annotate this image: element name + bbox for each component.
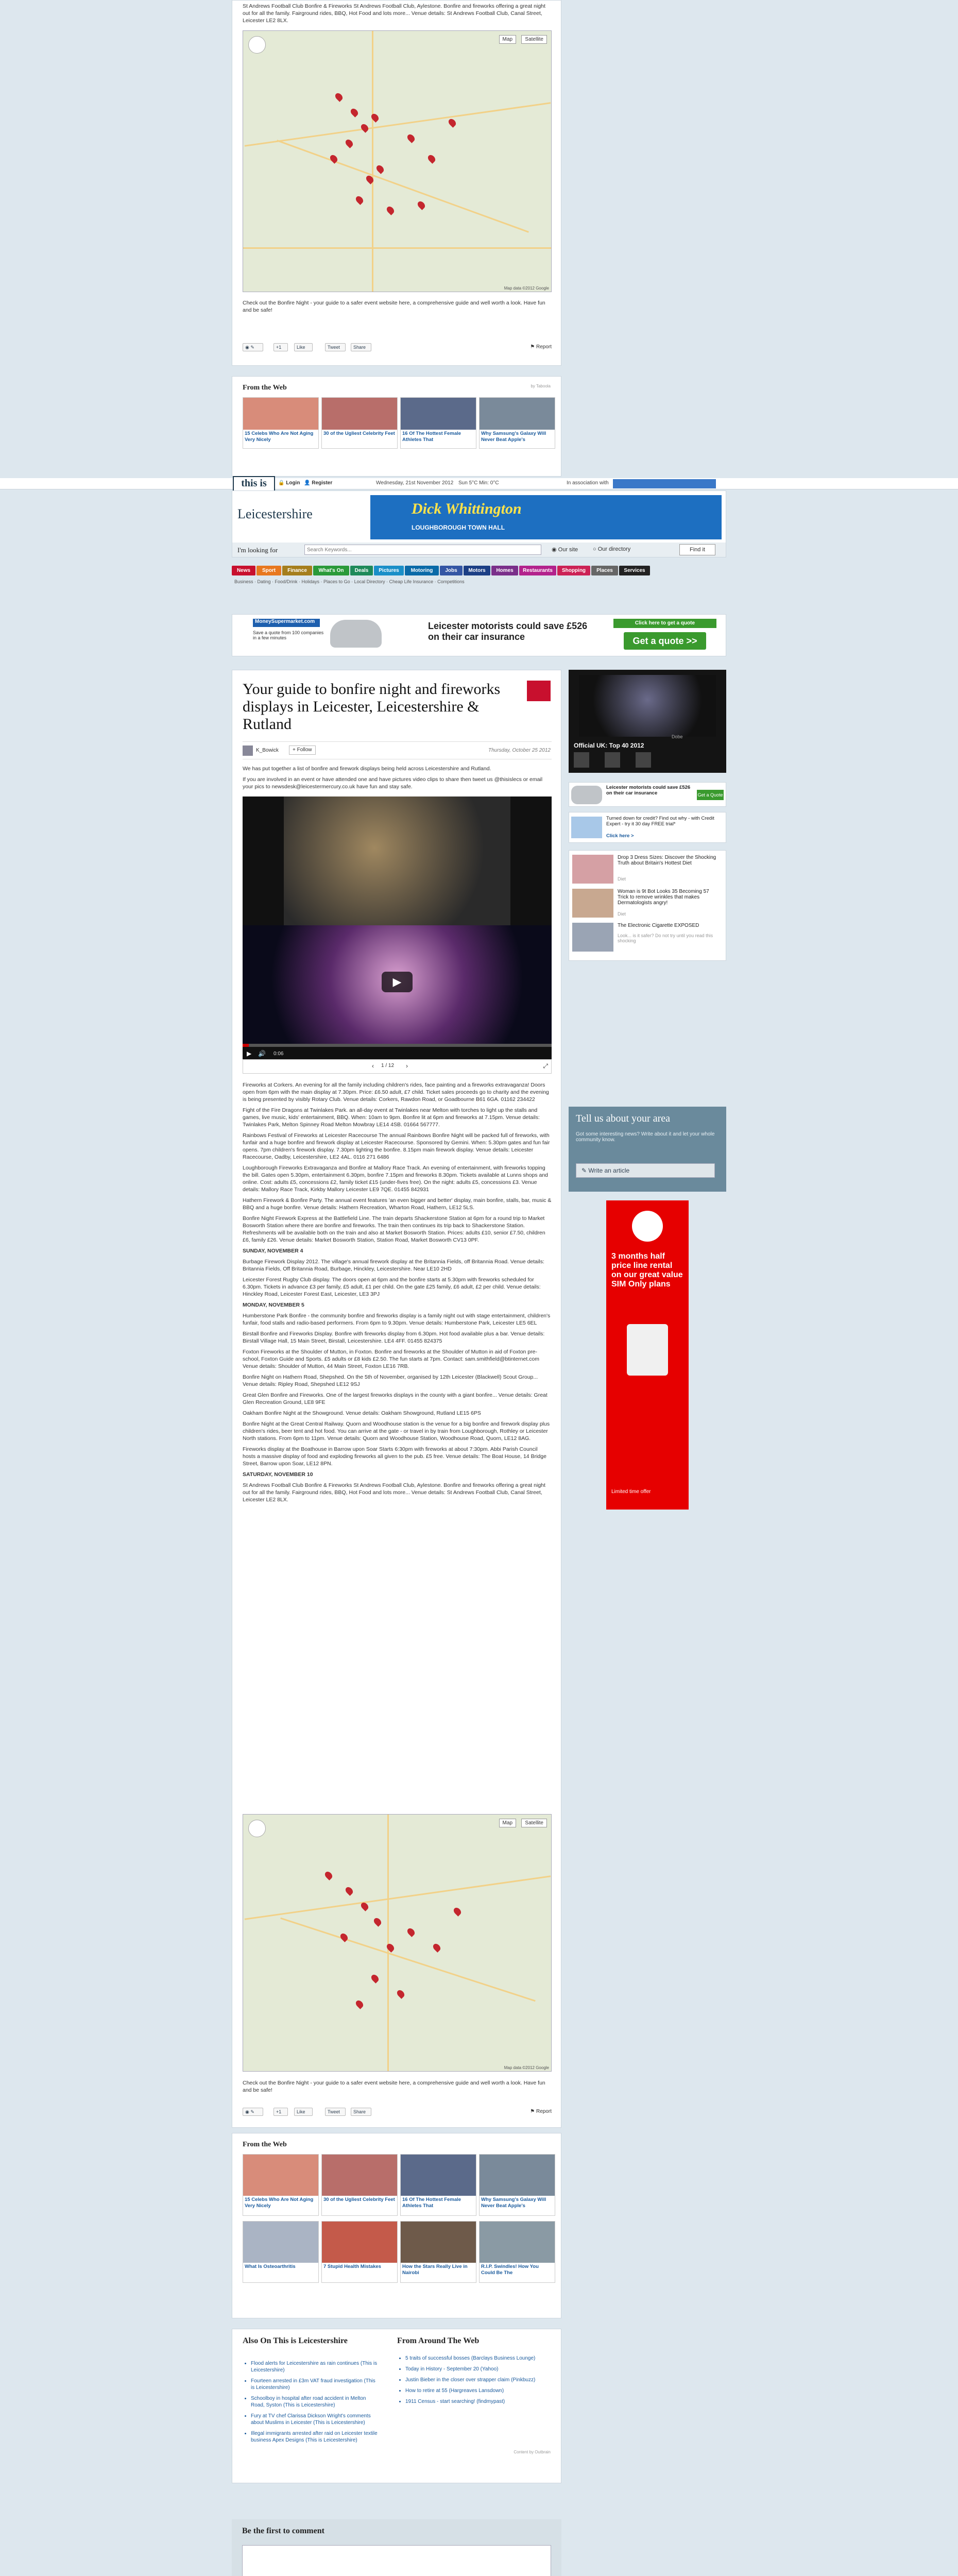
also-on-list (251, 2360, 380, 2448)
map-attribution: Map data ©2012 Google (504, 2065, 549, 2070)
map-marker[interactable] (426, 154, 437, 164)
nav-tab[interactable]: Sport (256, 566, 281, 575)
write-article-button[interactable]: ✎ Write an article (576, 1163, 715, 1178)
nav-tab[interactable]: Services (619, 566, 650, 575)
author-name[interactable]: K_Bowick (256, 748, 279, 753)
site-logo[interactable]: this is (233, 476, 275, 492)
article-para: Fireworks display at the Boathouse in Barrow upon Soar Starts 6:30pm with fireworks at about 7:30pm. Abbi Parish Council hosts a massive display of food and exploding fireworks all given to the pub. £5 free. Venue details: The Boat House, 14 Bridge Street, Barrow upon Soar, LE12 8PN. (243, 1446, 546, 1467)
report-link[interactable] (530, 2109, 552, 2114)
article-para: Hathern Firework & Bonfire Party. The annual event features 'an even bigger and better' display, main bonfire, stalls, bar, music & BBQ and a huge bonfire. Venue details: Hathern Recreation, Wharton Road, Hathern, LE12 5LS. (243, 1197, 552, 1211)
map-marker[interactable] (372, 1917, 383, 1927)
find-button[interactable]: Find it (679, 544, 715, 555)
gallery-player[interactable] (243, 796, 552, 1074)
newspaper-logo (527, 681, 551, 701)
flag-icon: ⚑ (530, 2109, 536, 2114)
video-play-button[interactable]: ▶ (247, 1050, 252, 1057)
article-para: Birstall Bonfire and Fireworks Display. Bonfire with fireworks display from 6.30pm. Hot food available plus a bar. Venue details: Birstall Village Hall, 15 Main Street, Birstall, Leicestershire. LE4 4FF. 01455 824375 (243, 1331, 545, 1344)
web-thumb[interactable]: 15 Celebs Who Are Not Aging Very Nicely (243, 397, 319, 449)
side-link[interactable]: Woman is 9t Bot Looks 35 Becoming 57 Trick to remove wrinkles that makes Dermatologists angry! (618, 889, 709, 906)
credit-image (571, 817, 602, 838)
article-para: Leicester Forest Rugby Club display. The doors open at 6pm and the bonfire starts at 5.30pm with fireworks scheduled for 6.30pm. Tickets in advance £3 per family, £5 adult, £1 per child. On the gate £25 family, £6 adult, £2 per child. Venue details: Hinckley Road, Leicester Forest East, Leicester, LE3 3PJ (243, 1277, 541, 1297)
nav-tab[interactable]: Jobs (440, 566, 463, 575)
volume-icon[interactable]: 🔊 (258, 1050, 266, 1057)
map-marker[interactable] (406, 1927, 416, 1937)
ad-thumb[interactable] (636, 752, 651, 768)
gallery-nav (243, 1059, 552, 1074)
share-bar (243, 343, 552, 353)
map-pan-control[interactable] (248, 36, 266, 54)
article-para: Bonfire Night on Hathern Road, Shepshed. On the 5th of November, organised by 12th Leicester (Blackwell) Scout Group... Venue details: Ripley Road, Shepshed LE12 9SJ (243, 1374, 538, 1387)
article-para: Bonfire Night at the Great Central Railway. Quorn and Woodhouse station is the venue for a big bonfire and firework display plus children's rides, beer tent and hot food. You can arrive at the gate - or travel in by train from Loughborough, Rothley or Leicester North stations. From 6pm to 11pm. Venue details: Quorn and Woodhouse Station, Woodhouse Road, Quorn, LE12 8AG. (243, 1421, 550, 1442)
voda-ad-text: 3 months half price line rental on our great value SIM Only plans (611, 1252, 683, 1289)
from-web-title: From the Web (243, 384, 287, 392)
web-thumb[interactable]: 30 of the Ugliest Celebrity Feet (321, 2154, 398, 2216)
user-icon: 👤 (304, 480, 312, 486)
search-site-radio[interactable]: ◉ Our site (552, 547, 578, 553)
side-ad-link[interactable]: Click here > (606, 833, 634, 839)
map-marker[interactable] (370, 1973, 380, 1984)
web-thumb[interactable]: R.I.P. Swindles! How You Could Be The (479, 2221, 555, 2283)
related-link[interactable]: • Justin Bieber in the closer over strapper claim (Pinkbuzz) (405, 2377, 544, 2383)
facebook-like-button[interactable]: Like (294, 2108, 313, 2116)
sim-card-image (627, 1324, 668, 1376)
music-ad-video (579, 675, 716, 737)
weather: Sun 5°C Min: 0°C (458, 480, 499, 486)
article-para: Burbage Firework Display 2012. The village's annual firework display at the Britannia Fields, off Britannia Road. Venue details: Britannia Fields, Off Britannia Road, Burbage, Hinckley, Leicestershire. Near LE10 2HD (243, 1259, 544, 1272)
web-thumb[interactable]: How the Stars Really Live in Nairobi (400, 2221, 476, 2283)
related-link[interactable]: • Fourteen arrested in £3m VAT fraud investigation (This is Leicestershire) (251, 2378, 380, 2391)
site-name[interactable]: Leicestershire (237, 506, 313, 521)
promo-small: Save a quote from 100 companies in a few minutes (253, 630, 324, 640)
ad-thumb[interactable] (574, 752, 589, 768)
map-view[interactable] (243, 30, 552, 292)
tell-us-title: Tell us about your area (576, 1113, 670, 1124)
report-link[interactable] (530, 344, 552, 350)
web-thumb[interactable]: 15 Celebs Who Are Not Aging Very Nicely (243, 2154, 319, 2216)
satellite-button[interactable]: Satellite (521, 35, 547, 44)
ad-label: Dobe (672, 734, 683, 739)
satellite-button[interactable]: Satellite (521, 1819, 547, 1827)
sub-nav[interactable]: Business · Dating · Food/Drink · Holidays · Places to Go · Local Directory · Cheap Life Insurance · Competitions (234, 579, 465, 584)
login-link[interactable]: 🔒 Login (278, 480, 300, 486)
map-marker[interactable] (416, 200, 426, 210)
article-para: Fireworks at Corkers. An evening for all the family including children's rides, face painting and a fireworks extravaganza! Doors open from 6pm with the main display at 7.30pm. Price: £6.50 adult, £7 child. Ticket sales proceeds go to charity and the evening is being presented by visibly Rotary Club. Venue details: Corkers, Rawdon Road, or Goadbourne B61 6GA. 01162 234422 (243, 1082, 549, 1103)
side-link[interactable]: Drop 3 Dress Sizes: Discover the Shocking Truth about Britain's Hottest Diet (618, 855, 716, 866)
recommend-button[interactable]: ◉ ✎ (243, 2108, 263, 2116)
map-marker[interactable] (354, 1999, 365, 2009)
share-bar (243, 2108, 552, 2118)
map-type-button[interactable]: Map (499, 35, 516, 44)
report-label: Report (536, 2109, 552, 2114)
intro-para: If you are involved in an event or have attended one and have pictures video clips to share then tweet us @thisislecs or email your pics to newsdesk@leicestermercury.co.uk have fun and stay safe. (243, 776, 543, 790)
intro-para: We has put together a list of bonfire and firework displays being held across Leicestershire and Rutland. (243, 766, 491, 772)
map-marker[interactable] (432, 1942, 442, 1953)
web-thumb[interactable]: Why Samsung's Galaxy Will Never Beat Apple's (479, 397, 555, 449)
plusone-button[interactable]: +1 (273, 2108, 288, 2116)
around-web-list (405, 2355, 544, 2409)
map-marker[interactable] (396, 1989, 406, 1999)
article-para: St Andrews Football Club Bonfire & Fireworks St Andrews Football Club, Aylestone. Bonfire and fireworks offering a great night out for all the family. Fairground rides, BBQ, Hot Food and lots more... Venue details: St Andrews Football Club, Canal Street, Leicester LE2 8LX. (243, 1482, 545, 1503)
ad-thumb[interactable] (605, 752, 620, 768)
map-attribution: Map data ©2012 Google (504, 286, 549, 291)
map-marker[interactable] (323, 1870, 334, 1880)
get-quote-button[interactable]: Get a quote >> (624, 632, 706, 650)
plusone-button[interactable]: +1 (273, 343, 288, 351)
day-heading: MONDAY, NOVEMBER 5 (243, 1302, 304, 1308)
side-ad-text: Leicester motorists could save £526 on their car insurance (606, 785, 691, 796)
share-button[interactable]: Share (351, 2108, 371, 2116)
tell-us-box (569, 1107, 726, 1192)
tweet-button[interactable]: Tweet (325, 343, 346, 351)
recommend-button[interactable]: ◉ ✎ (243, 343, 263, 351)
map-marker[interactable] (447, 117, 457, 128)
video-progress[interactable] (243, 1044, 552, 1047)
nav-tab[interactable]: Pictures (374, 566, 404, 575)
side-thumb[interactable] (572, 855, 613, 884)
gallery-image (284, 796, 510, 925)
article-outro: Check out the Bonfire Night - your guide to a safer event website here, a comprehensive guide and well worth a look. Have fun and be safe! (243, 2080, 545, 2093)
web-thumb[interactable]: 16 Of The Hottest Female Athletes That (400, 2154, 476, 2216)
also-on-title: Also On This is Leicestershire (243, 2336, 348, 2345)
side-thumb[interactable] (572, 923, 613, 952)
related-link[interactable]: • How to retire at 55 (Hargreaves Lansdown) (405, 2387, 544, 2394)
plus-icon: + (293, 747, 297, 753)
current-date: Wednesday, 21st November 2012 (376, 480, 454, 486)
side-source: Diet (618, 911, 626, 917)
nav-tab[interactable]: Finance (282, 566, 312, 575)
vodafone-logo (632, 1211, 663, 1242)
car-image (330, 620, 382, 648)
music-ad-title: Official UK: Top 40 2012 (574, 742, 644, 749)
promo-headline: Leicester motorists could save £526 on their car insurance (428, 621, 588, 642)
article-para: Humberstone Park Bonfire - the community bonfire and fireworks display is a family night out with stage entertainment, children's funfair, food stalls and radio-based performers. From 6pm to 9.30pm. Venue details: Humberstone Park, Leicester LE5 6EL (243, 1313, 551, 1326)
search-input[interactable] (304, 545, 541, 555)
taboola-credit: by Taboola (531, 384, 551, 388)
related-link[interactable]: • Illegal immigrants arrested after raid on Leicester textile business Apex Designs (This is Leicestershire) (251, 2430, 380, 2444)
article (232, 670, 561, 2128)
article-para: St Andrews Football Club Bonfire & Fireworks St Andrews Football Club, Aylestone. Bonfire and fireworks offering a great night out for all the family. Fairground rides, BBQ, Hot Food and lots more... Venue details: St Andrews Football Club, Canal Street, Leicester LE2 8LX. (243, 3, 545, 24)
register-link[interactable]: 👤 Register (304, 480, 333, 486)
related-link[interactable]: • 5 traits of successful bosses (Barclays Business Lounge) (405, 2355, 544, 2362)
side-source: Diet (618, 876, 626, 882)
tweet-button[interactable]: Tweet (325, 2108, 346, 2116)
nav-tab[interactable]: Homes (491, 566, 518, 575)
pencil-icon: ✎ (581, 1167, 589, 1174)
web-thumb[interactable]: 30 of the Ugliest Celebrity Feet (321, 397, 398, 449)
tell-us-body: Got some interesting news? Write about it and let your whole community know. (576, 1131, 715, 1143)
day-heading: SATURDAY, NOVEMBER 10 (243, 1471, 313, 1478)
side-taboola (569, 850, 726, 961)
search-directory-radio[interactable]: ○ Our directory (593, 546, 631, 552)
article-outro: Check out the Bonfire Night - your guide to a safer event website here, a comprehensive guide and well worth a look. Have fun and be safe! (243, 300, 545, 313)
around-web-title: From Around The Web (397, 2336, 480, 2345)
web-thumb[interactable]: 7 Stupid Health Mistakes (321, 2221, 398, 2283)
web-thumb[interactable]: What Is Osteoarthritis (243, 2221, 319, 2283)
report-label: Report (536, 344, 552, 350)
nav-tab[interactable]: News (232, 566, 255, 575)
map-marker[interactable] (360, 123, 370, 133)
follow-button[interactable]: + Follow (289, 745, 316, 755)
facebook-like-button[interactable]: Like (294, 343, 313, 351)
next-icon[interactable]: › (406, 1062, 408, 1070)
side-ad[interactable] (569, 812, 726, 843)
gallery-counter: 1 / 12 (381, 1063, 395, 1069)
map-pan-control[interactable] (248, 1820, 266, 1837)
related-links (232, 2329, 561, 2483)
promo-brand: MoneySupermarket.com (253, 619, 320, 627)
search-label: I'm looking for (237, 546, 278, 554)
flag-icon: ⚑ (530, 344, 536, 350)
side-quote-button[interactable]: Get a Quote (697, 790, 724, 800)
sponsor-logo[interactable] (613, 479, 716, 488)
map-marker[interactable] (375, 164, 385, 174)
main-nav (232, 566, 726, 577)
map-marker[interactable] (344, 1886, 354, 1896)
from-web-title: From the Web (243, 2141, 287, 2148)
map-marker[interactable] (334, 92, 344, 102)
nav-tab[interactable]: Motoring (405, 566, 439, 575)
ad-title: Dick Whittington (412, 500, 522, 517)
car-image (571, 786, 602, 804)
comment-title: Be the first to comment (242, 2527, 324, 2535)
header-ad[interactable] (370, 495, 722, 539)
article-date: Thursday, October 25 2012 (488, 748, 551, 753)
map-marker[interactable] (385, 205, 396, 215)
map-marker[interactable] (349, 107, 360, 117)
side-link[interactable]: The Electronic Cigarette EXPOSED (618, 923, 699, 928)
map-marker[interactable] (354, 195, 365, 205)
map-type-button[interactable]: Map (499, 1819, 516, 1827)
article-para: Great Glen Bonfire and Fireworks. One of the largest fireworks displays in the county with a giant bonfire... Venue details: Great Glen Recreation Ground, LE8 9FE (243, 1392, 548, 1405)
music-ad[interactable] (569, 670, 726, 773)
side-ad-text: Turned down for credit? Find out why - with Credit Expert - try it 30 day FREE trial* (606, 816, 714, 827)
article-para: Fight of the Fire Dragons at Twinlakes Park. an all-day event at Twinlakes near Melton with torches to light up the stalls and games, live music, kids' entertainment, BBQ. When: 10am to 9pm. Bonfire lit at 6pm and fireworks at 7.15pm. Venue details: Twinlakes Park, Melton Spinney Road Melton Mowbray LE14 4SB. 01664 567777. (243, 1107, 540, 1128)
vodafone-ad[interactable] (606, 1200, 689, 1510)
related-link[interactable]: • 1911 Census - start searching! (findmypast) (405, 2398, 544, 2405)
article-body (243, 1081, 552, 1507)
article-title: Your guide to bonfire night and fireworks displays in Leicester, Leicestershire & Rutland (243, 681, 501, 733)
voda-offer: Limited time offer (611, 1489, 651, 1495)
nav-tab[interactable]: Shopping (557, 566, 590, 575)
map-view[interactable] (243, 1814, 552, 2072)
web-thumb[interactable]: 16 Of The Hottest Female Athletes That (400, 397, 476, 449)
promo-cta-top[interactable]: Click here to get a quote (613, 619, 716, 628)
nav-tab[interactable]: Deals (350, 566, 373, 575)
top-bar (0, 478, 958, 489)
related-link[interactable]: • Fury at TV chef Clarissa Dickson Wright's comments about Muslims in Leicester (This is Leicestershire) (251, 2413, 380, 2426)
nav-tab[interactable]: Places (591, 566, 618, 575)
promo-banner[interactable] (232, 614, 726, 656)
map-marker[interactable] (452, 1906, 463, 1917)
map-marker[interactable] (344, 138, 354, 148)
search-bar (232, 543, 726, 557)
side-source: Look... is it safer? Do not try until you read this shocking (618, 933, 713, 943)
share-button[interactable]: Share (351, 343, 371, 351)
article-tail-top (232, 0, 561, 366)
related-link[interactable]: • Flood alerts for Leicestershire as rain continues (This is Leicestershire) (251, 2360, 380, 2374)
map-marker[interactable] (406, 133, 416, 143)
video-time: 0:06 (273, 1051, 284, 1057)
from-the-web-top (232, 376, 561, 477)
prev-icon[interactable]: ‹ (372, 1062, 374, 1070)
comment-textarea[interactable] (242, 2545, 551, 2576)
header (232, 490, 726, 557)
nav-tab[interactable]: Motors (464, 566, 490, 575)
association-label: In association with (567, 480, 609, 486)
from-the-web (232, 2133, 561, 2318)
comment-box (232, 2519, 561, 2576)
nav-tab[interactable]: Restaurants (519, 566, 556, 575)
ad-sub: LOUGHBOROUGH TOWN HALL (412, 524, 505, 531)
side-ad[interactable] (569, 782, 726, 807)
web-thumb[interactable]: Why Samsung's Galaxy Will Never Beat Apple's (479, 2154, 555, 2216)
side-thumb[interactable] (572, 889, 613, 918)
related-link[interactable]: • Today in History - September 20 (Yahoo) (405, 2366, 544, 2372)
day-heading: SUNDAY, NOVEMBER 4 (243, 1248, 303, 1254)
article-para: Rainbows Festival of Fireworks at Leicester Racecourse The annual Rainbows Bonfire Night will be packed full of fireworks, with funfair and a huge bonfire and firework display at Leicester Racecourse. Sponsored by Gemini. When: 5.30pm gates and fun fair opens. 7pm children's firework display. 7.30pm lighting the bonfire. 8.15pm main firework display. Venue details: Leicester Racecourse, Oadby, Leicestershire, LE2 4AL. 0116 271 6486 (243, 1132, 550, 1160)
article-para: Bonfire Night Firework Express at the Battlefield Line. The train departs Shackerstone Station at 6pm for a round trip to Market Bosworth Station where there are bonfire and fireworks. The train then continues its trip back to Shackerstone Station. Refreshments will be available both on the train and also at Market Bosworth Station. Prices: adults £10, senior £7.50, children £6, family £26. Venue details: Market Bosworth Station, Station Road, Market Bosworth CV13 0PF. (243, 1215, 545, 1243)
related-link[interactable]: • Schoolboy in hospital after road accident in Melton Road, Syston (This is Leicestershire) (251, 2395, 380, 2409)
article-para: Loughborough Fireworks Extravaganza and Bonfire at Mallory Race Track. An evening of entertainment, with fireworks topping the bill. Gates open 5.30pm, entertainment 6.30pm, bonfire 7.15pm and fireworks 8.30pm. Tickets available at Lunns shops and online. Cost: adults £5, concessions £2, family ticket £15 (under-fives free). On the night: adults £5, concessions £3. Venue details: Mallory Race Track, Kirkby Mallory Leicester LE9 7QE. 01455 842931 (243, 1165, 549, 1193)
article-para: Foxton Fireworks at the Shoulder of Mutton, in Foxton. Bonfire and fireworks at the Shoulder of Mutton in aid of Foxton pre-school, Foxton Guide and Sports. £5 adults or £8 kids £2.50. The fun starts at 7pm. Contact: sam.smithfield@btinternet.com Venue details: Shoulder of Mutton, 44 Main Street, Foxton LE16 7RB. (243, 1349, 540, 1369)
play-icon[interactable]: ▶ (382, 972, 413, 992)
avatar (243, 745, 253, 756)
article-para: Oakham Bonfire Night at the Showground. Venue details: Oakham Showground, Rutland LE15 6PS (243, 1410, 481, 1416)
fullscreen-icon[interactable]: ⤢ (543, 1062, 548, 1070)
outbrain-credit: Content by Outbrain (514, 2450, 551, 2454)
nav-tab[interactable]: What's On (313, 566, 349, 575)
lock-icon: 🔒 (278, 480, 286, 486)
